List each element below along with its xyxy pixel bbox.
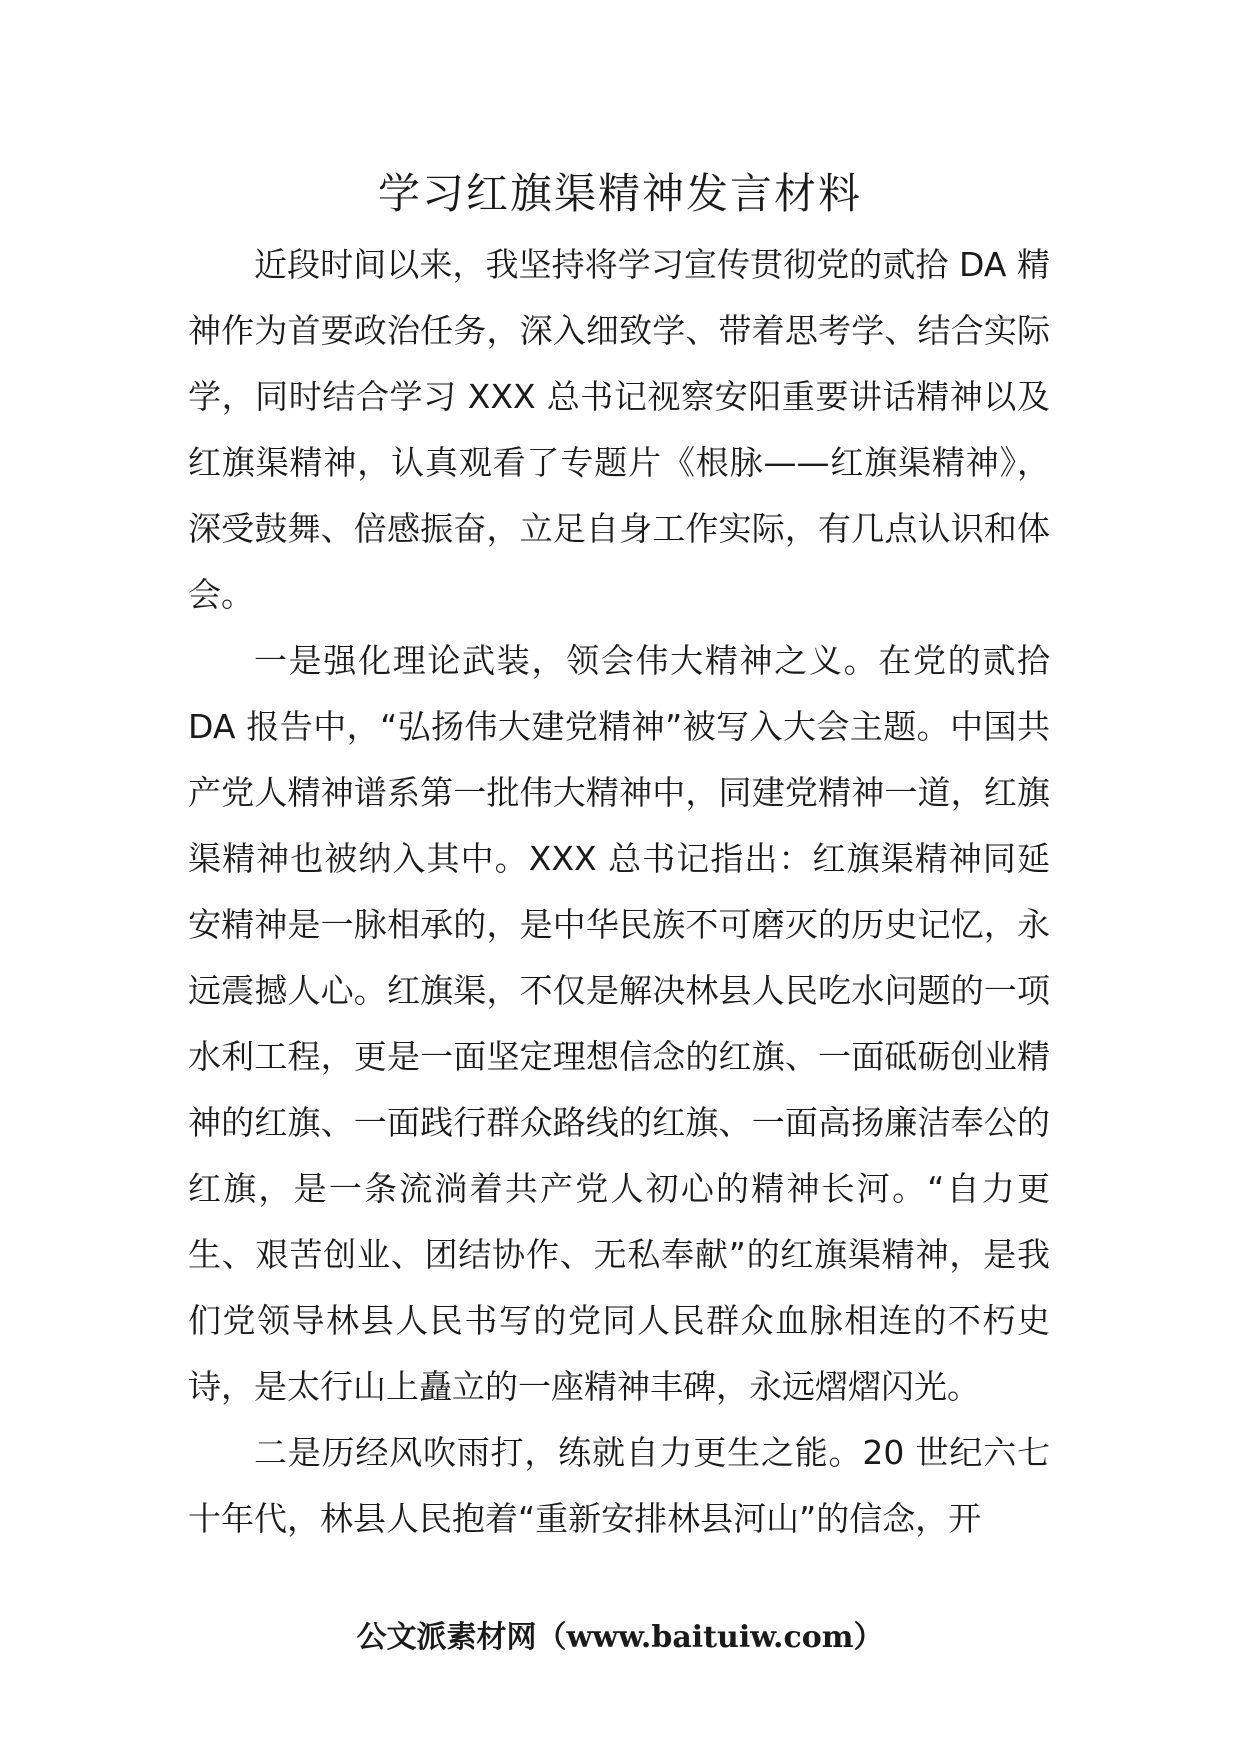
paragraph-point-one xyxy=(188,628,1050,1420)
paragraph-intro xyxy=(188,232,1050,628)
paragraph-point-two xyxy=(188,1420,1050,1552)
paragraph-intro-text: 近段时间以来，我坚持将学习宣传贯彻党的贰拾 DA 精神作为首要政治任务，深入细致学、带着思考学、结合实际学，同时结合学习 XXX 总书记视察安阳重要讲话精神以及红旗渠精神，认真观看了专题片《根脉——红旗渠精神》，深受鼓舞、倍感振奋，立足自身工作实际，有几点认识和体会。 xyxy=(188,245,1050,614)
paragraph-point-one-lead: 一是强化理论武装，领会伟大精神之义。 xyxy=(254,641,879,680)
document-title: 学习红旗渠精神发言材料 xyxy=(377,169,862,218)
footer-watermark: 公文派素材网（www.baituiw.com） xyxy=(356,1620,884,1655)
paragraph-point-one-text: 在党的贰拾 DA 报告中，“弘扬伟大建党精神”被写入大会主题。中国共产党人精神谱系第一批伟大精神中，同建党精神一道，红旗渠精神也被纳入其中。XXX 总书记指出：红旗渠精神同延安精神是一脉相承的，是中华民族不可磨灭的历史记忆，永远震撼人心。红旗渠，不仅是解决林县人民吃水问题的一项水利工程，更是一面坚定理想信念的红旗、一面砥砺创业精神的红旗、一面践行群众路线的红旗、一面高扬廉洁奉公的红旗，是一条流淌着共产党人初心的精神长河。“自力更生、艰苦创业、团结协作、无私奉献”的红旗渠精神，是我们党领导林县人民书写的党同人民群众血脉相连的不朽史诗，是太行山上矗立的一座精神丰碑，永远熠熠闪光。 xyxy=(188,641,1051,1406)
paragraph-point-two-text: 20 世纪六七十年代，林县人民抱着“重新安排林县河山”的信念，开 xyxy=(188,1433,1051,1538)
paragraph-point-two-lead: 二是历经风吹雨打，练就自力更生之能。 xyxy=(254,1433,863,1472)
document-body xyxy=(188,232,1050,1552)
